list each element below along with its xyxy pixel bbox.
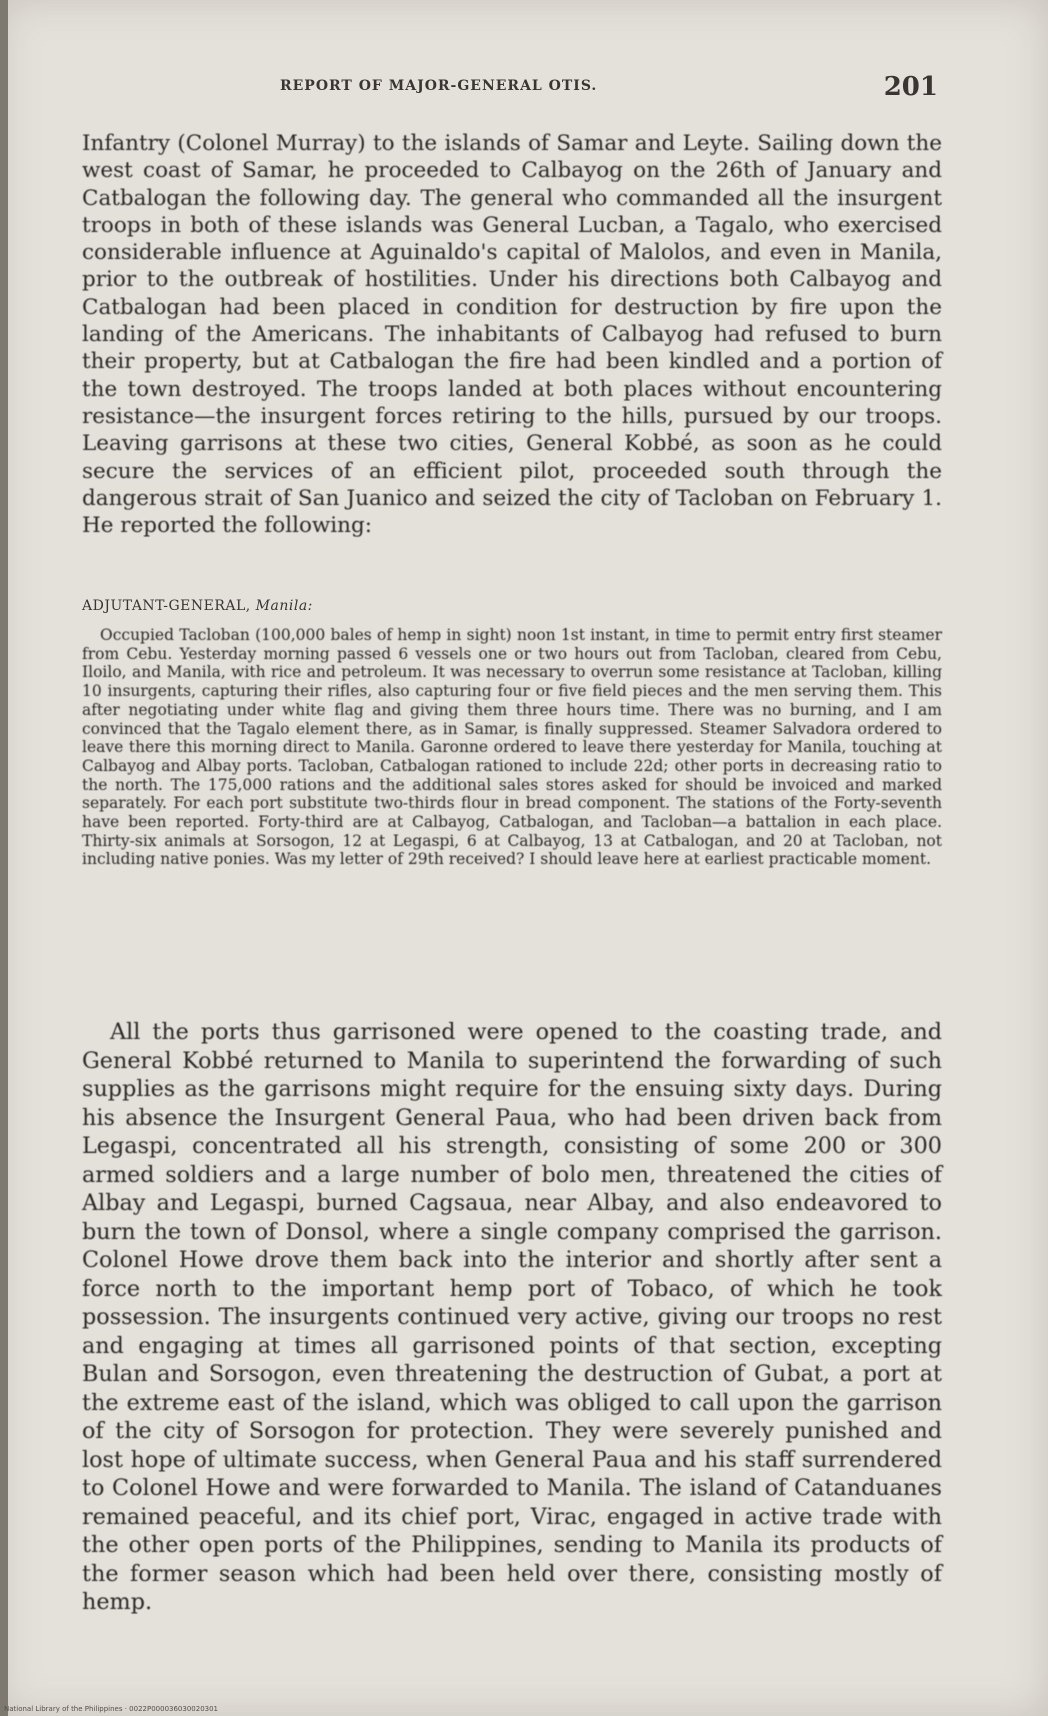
body-paragraph-1: Infantry (Colonel Murray) to the islands of Samar and Leyte. Sailing down the west coast of Samar, he proceeded to Calbayog on the 26th of January and Catbalogan the following day. The general who commanded all the insurgent troops in both of these islands was General Lucban, a Tagalo, who exercised considerable influence at Aguinaldo's capital of Malolos, and even in Manila, prior to the outbreak of hostilities. Under his directions both Calbayog and Catbalogan had been placed in condition for destruction by fire upon the landing of the Americans. The inhabitants of Calbayog had refused to burn their property, but at Catbalogan the fire had been kindled and a portion of the town destroyed. The troops landed at both places without encountering resistance—the insurgent forces retiring to the hills, pursued by our troops. Leaving garrisons at these two cities, General Kobbé, as soon as he could secure the services of an efficient pilot, proceeded south through the dangerous strait of San Juanico and seized the city of Tacloban on February 1. He reported the following: (82, 131, 942, 539)
body-paragraph-2: All the ports thus garrisoned were opened to the coasting trade, and General Kobbé returned to Manila to superintend the forwarding of such supplies as the garrisons might require for the ensuing sixty days. During his absence the Insurgent General Paua, who had been driven back from Legaspi, concentrated all his strength, consisting of some 200 or 300 armed soldiers and a large number of bolo men, threatened the cities of Albay and Legaspi, burned Cagsaua, near Albay, and also endeavored to burn the town of Donsol, where a single company comprised the garrison. Colonel Howe drove them back into the interior and shortly after sent a force north to the important hemp port of Tobaco, of which he took possession. The insurgents continued very active, giving our troops no rest and engaging at times all garrisoned points of that section, excepting Bulan and Sorsogon, even threatening the destruction of Gubat, a port at the extreme east of the island, which was obliged to call upon the garrison of the city of Sorsogon for protection. They were severely punished and lost hope of ultimate success, when General Paua and his staff surrendered to Colonel Howe and were forwarded to Manila. The island of Catanduanes remained peaceful, and its chief port, Virac, engaged in active trade with the other open ports of the Philippines, sending to Manila its products of the former season which had been held over there, consisting mostly of hemp. (82, 1019, 942, 1615)
letter-place: Manila: (255, 598, 313, 614)
letter-body: Occupied Tacloban (100,000 bales of hemp in sight) noon 1st instant, in time to permit entry first steamer from Cebu. Yesterday morning passed 6 vessels one or two hours out from Tacloban, cleared from Cebu, Iloilo, and Manila, with rice and petroleum. It was necessary to overrun some resistance at Tacloban, killing 10 insurgents, capturing their rifles, also capturing four or five field pieces and the men serving them. This after negotiating under white flag and giving them three hours time. There was no burning, and I am convinced that the Tagalo element there, as in Samar, is finally suppressed. Steamer Salvadora ordered to leave there this morning direct to Manila. Garonne ordered to leave there yesterday for Manila, touching at Calbayog and Albay ports. Tacloban, Catbalogan rationed to include 22d; other ports in decreasing ratio to the north. The 175,000 rations and the additional sales stores asked for should be invoiced and marked separately. For each port substitute two-thirds flour in bread component. The stations of the Forty-seventh have been reported. Forty-third are at Calbayog, Catbalogan, and Tacloban—a battalion in each place. Thirty-six animals at Sorsogon, 12 at Legaspi, 6 at Calbayog, 13 at Catbalogan, and 20 at Tacloban, not including native ponies. Was my letter of 29th received? I should leave here at earliest practicable moment. (82, 626, 942, 869)
running-head: REPORT OF MAJOR-GENERAL OTIS. (280, 78, 598, 94)
letter-addressee: ADJUTANT-GENERAL, (82, 598, 251, 614)
page-binding-edge (0, 0, 8, 1716)
page-number: 201 (883, 72, 938, 102)
scan-footer-note: National Library of the Philippines · 0022P000036030020301 (4, 1705, 219, 1713)
letter-heading (82, 598, 313, 614)
